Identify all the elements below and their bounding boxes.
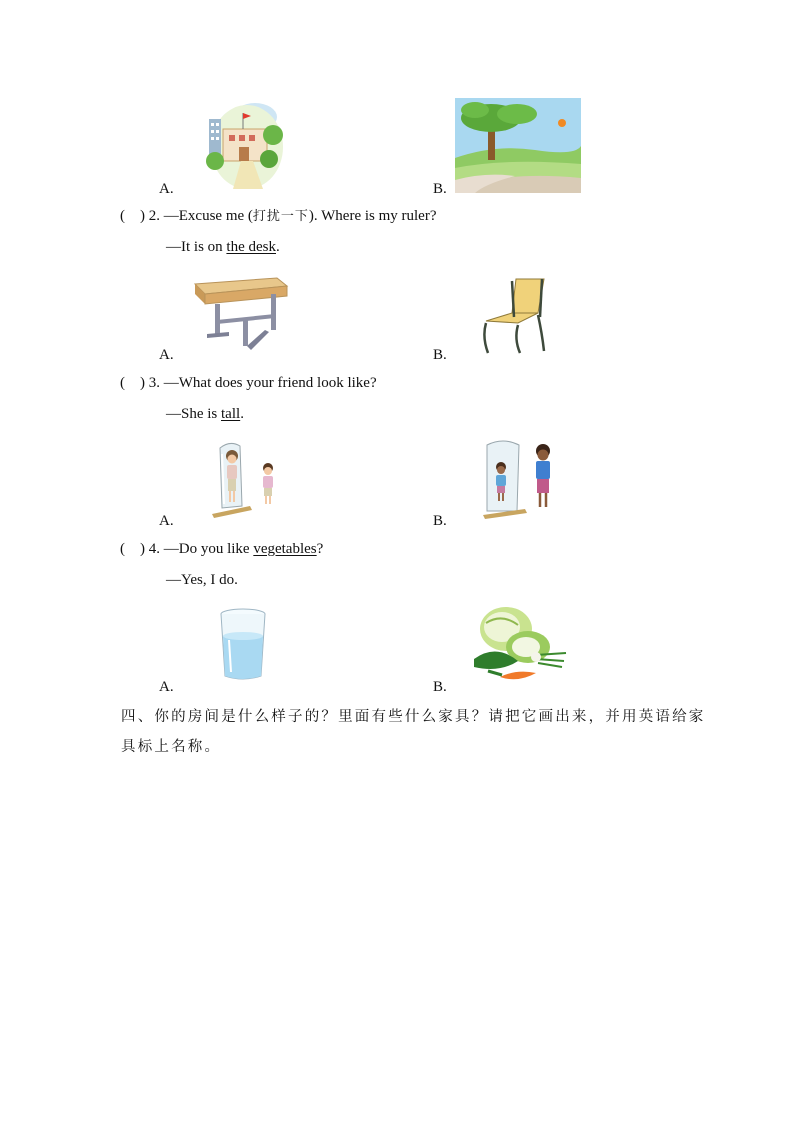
q2-number: 2. <box>148 208 160 224</box>
q3-question-line <box>120 374 377 392</box>
q4-question-pre: —Do you like <box>163 541 254 557</box>
q2-question-line <box>120 207 437 226</box>
q2-option-b-image <box>482 277 548 355</box>
q2-answer-underlined: the desk <box>226 239 276 255</box>
q3-option-b-image <box>481 439 557 519</box>
q3-question: —What does your friend look like? <box>163 375 377 391</box>
q2-answer-line <box>166 238 280 256</box>
q3-option-a-label: A. <box>159 513 174 529</box>
q4-answer-bracket[interactable]: ( ) <box>120 541 145 557</box>
q4-answer-line <box>166 571 238 589</box>
q3-answer-line <box>166 405 244 423</box>
q3-option-a-image <box>210 440 282 518</box>
q3-option-b-label: B. <box>433 513 447 529</box>
q2-answer-pre: —It is on <box>166 239 227 255</box>
q4-option-a-image <box>219 608 267 682</box>
q3-answer-underlined: tall <box>221 406 241 422</box>
q4-question-underlined: vegetables <box>253 541 317 557</box>
q3-answer-bracket[interactable]: ( ) <box>120 375 145 391</box>
q2-dash: — <box>163 208 179 224</box>
q3-answer-pre: —She is <box>166 406 222 422</box>
q4-option-b-label: B. <box>433 679 447 695</box>
q2-option-b-label: B. <box>433 347 447 363</box>
q3-answer-post: . <box>240 406 244 422</box>
q4-answer: —Yes, I do. <box>166 572 238 588</box>
q1-option-b-label: B. <box>433 181 447 197</box>
q1-option-b-image <box>455 98 581 193</box>
q4-question-line <box>120 540 323 558</box>
q1-option-a-image <box>203 99 287 191</box>
q4-question-post: ? <box>316 541 324 557</box>
q3-number: 3. <box>148 375 160 391</box>
section4-line1: 四、你的房间是什么样子的？里面有些什么家具？请把它画出来，并用英语给家 <box>121 709 706 725</box>
q4-option-a-label: A. <box>159 679 174 695</box>
q1-option-a-label: A. <box>159 181 174 197</box>
q2-question-cn: 打扰一下 <box>252 209 309 224</box>
q2-option-a-image <box>193 276 289 352</box>
section4-instructions <box>121 702 706 762</box>
q4-option-b-image <box>466 603 568 683</box>
section4-line2: 具标上名称。 <box>121 739 222 755</box>
q2-answer-bracket[interactable]: ( ) <box>120 208 145 224</box>
q2-question-pre: Excuse me ( <box>178 208 253 224</box>
q2-question-post: ). Where is my ruler? <box>308 208 437 224</box>
q4-number: 4. <box>148 541 160 557</box>
q2-option-a-label: A. <box>159 347 174 363</box>
q2-answer-post: . <box>276 239 280 255</box>
